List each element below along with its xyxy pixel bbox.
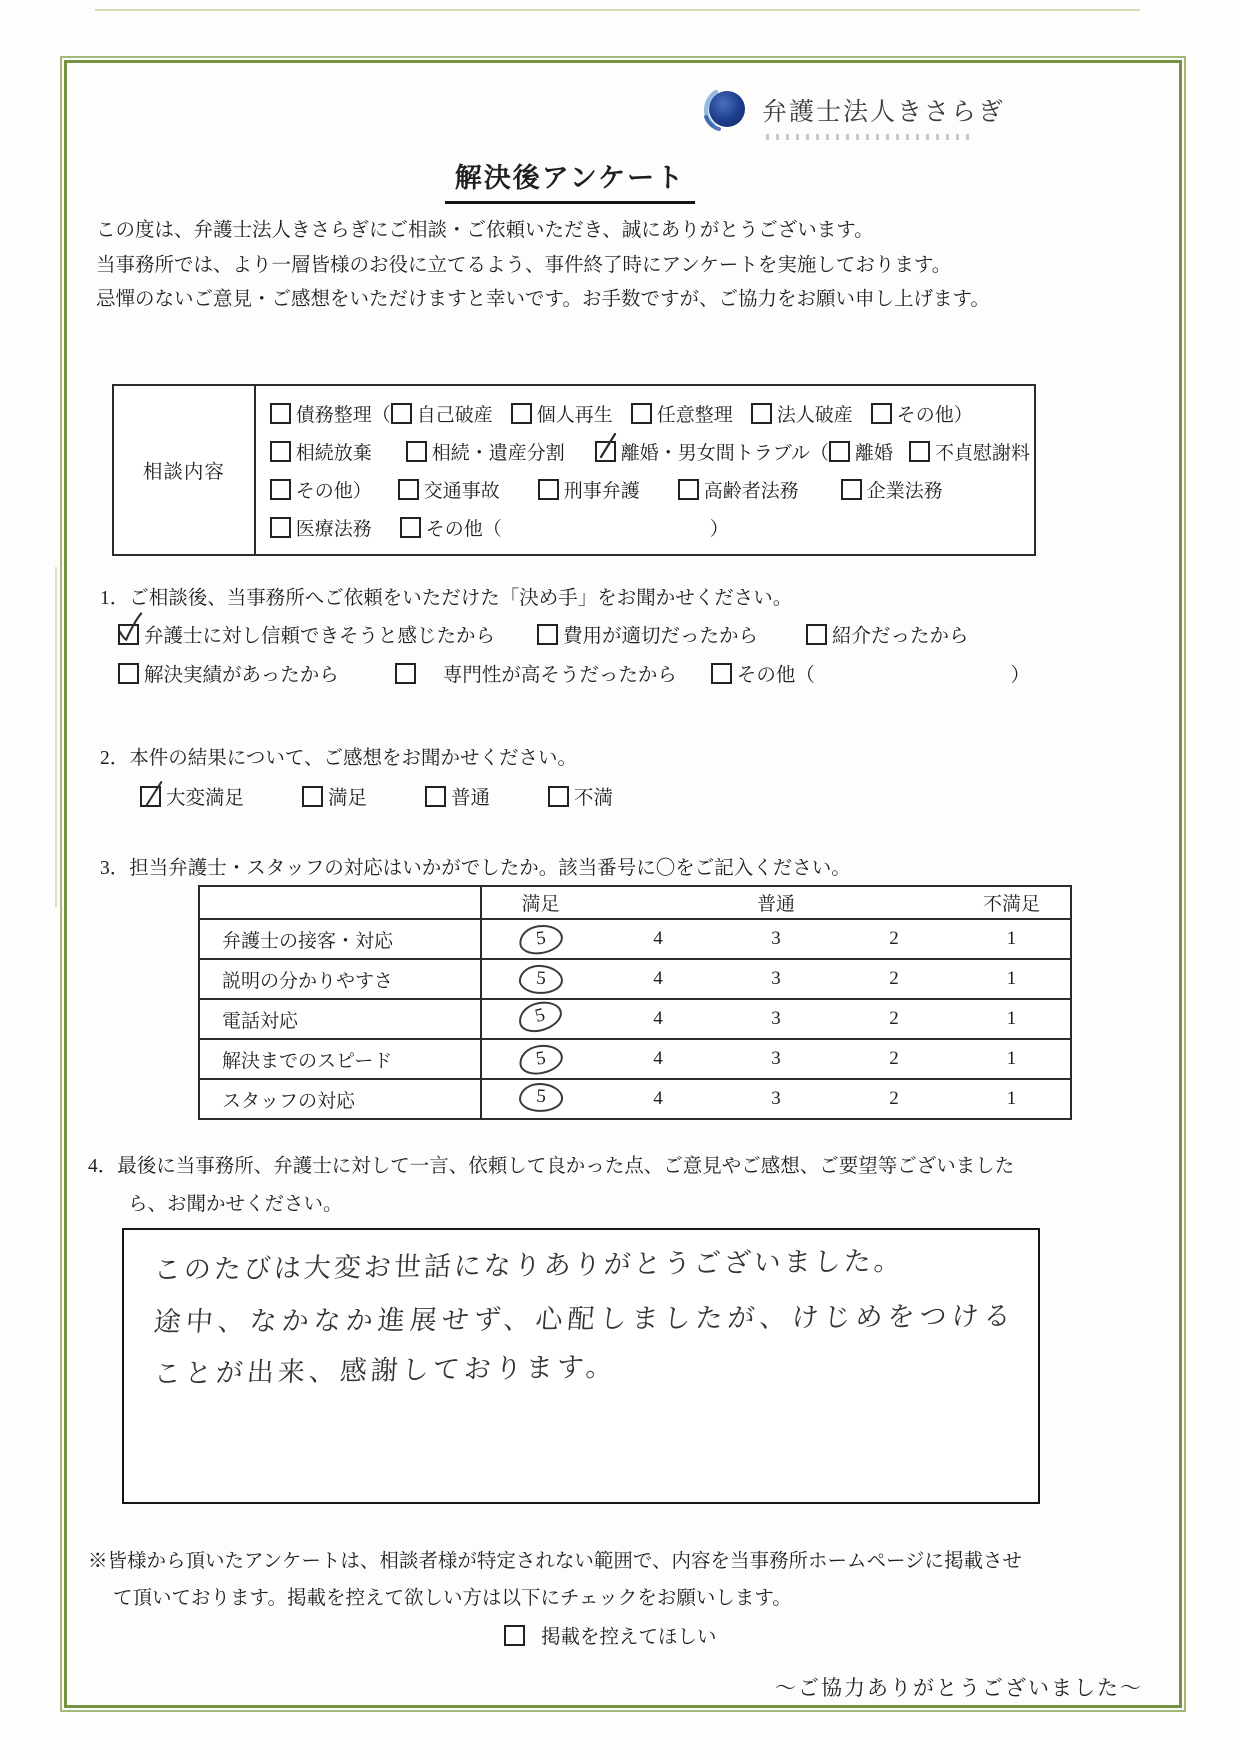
rating-row <box>199 959 1071 999</box>
q4-heading-line-2 <box>128 1188 343 1216</box>
free-comment-box[interactable] <box>122 1228 1040 1504</box>
q3-question: 担当弁護士・スタッフの対応はいかがでしたか。該当番号に〇をご記入ください。 <box>129 858 851 879</box>
option-label: 離婚・男女間トラブル（ <box>620 442 829 464</box>
option-taihen-manzoku[interactable] <box>140 782 244 810</box>
score-cell[interactable]: 3 <box>717 1079 835 1119</box>
checkbox-icon-checked[interactable] <box>140 786 161 807</box>
scan-artifact-top <box>95 9 1140 11</box>
intro-line: この度は、弁護士法人きさらぎにご相談・ご依頼いただき、誠にありがとうございます。 <box>96 220 874 241</box>
handwritten-check-icon <box>596 432 620 460</box>
rating-header-satisfied: 満足 <box>481 886 599 919</box>
option-jiko-hasan[interactable] <box>391 400 493 427</box>
option-label: 大変満足 <box>166 788 245 809</box>
option-kotsu-jiko[interactable] <box>398 476 500 503</box>
consultation-label: 相談内容 <box>114 386 256 554</box>
score-cell[interactable] <box>481 1039 599 1079</box>
checkbox-icon[interactable] <box>678 479 699 500</box>
option-kaiketsu-jisseki[interactable] <box>118 659 339 687</box>
circled-score[interactable]: 5 <box>515 997 565 1036</box>
option-sonota-1[interactable] <box>871 400 973 427</box>
score-cell[interactable]: 1 <box>953 959 1071 999</box>
rating-header-unsatisfied: 不満足 <box>953 886 1071 919</box>
rating-row-label: スタッフの対応 <box>199 1079 481 1119</box>
option-label: 企業法務 <box>866 480 943 502</box>
handwritten-check-icon <box>143 781 165 807</box>
score-cell[interactable]: 1 <box>953 999 1071 1039</box>
option-label: 費用が適切だったから <box>563 626 759 647</box>
handwritten-comment-line: ことが出来、感謝しております。 <box>152 1351 618 1391</box>
checkbox-icon[interactable] <box>270 517 291 538</box>
checkbox-icon[interactable] <box>406 441 427 462</box>
option-shokai[interactable] <box>806 620 969 648</box>
closing-message: 〜ご協力ありがとうございました〜 <box>775 1676 1143 1700</box>
q1-number: 1． <box>100 588 130 609</box>
rating-row-label: 電話対応 <box>199 999 481 1039</box>
q4-number: 4． <box>88 1156 118 1177</box>
q2-number: 2． <box>100 748 130 769</box>
option-saimu-seiri[interactable] <box>270 400 391 427</box>
consultation-line-4 <box>270 508 1030 546</box>
score-cell[interactable]: 3 <box>717 1039 835 1079</box>
option-keiji-bengo[interactable] <box>538 476 640 503</box>
option-sonota-q1[interactable] <box>711 659 815 687</box>
option-fuman[interactable] <box>548 782 613 810</box>
score-cell[interactable]: 2 <box>835 959 953 999</box>
checkbox-icon[interactable] <box>806 624 827 645</box>
scan-artifact-left <box>55 567 57 907</box>
intro-line: 忌憚のないご意見・ご感想をいただけますと幸いです。お手数ですが、ご協力をお願い申し上げます。 <box>96 289 990 310</box>
option-sonota-close[interactable] <box>270 476 372 503</box>
option-rikon-trouble[interactable] <box>595 438 829 465</box>
score-cell[interactable]: 4 <box>599 999 717 1039</box>
checkbox-icon[interactable] <box>391 403 412 424</box>
handwritten-comment-line: このたびは大変お世話になりありがとうございました。 <box>152 1245 905 1287</box>
checkbox-icon[interactable] <box>537 624 558 645</box>
rating-row <box>199 1039 1071 1079</box>
option-kojin-saisei[interactable] <box>511 400 613 427</box>
rating-header-blank <box>835 886 953 919</box>
page-title: 解決後アンケート <box>445 156 695 204</box>
option-label: 刑事弁護 <box>563 480 640 502</box>
checkbox-icon[interactable] <box>751 403 772 424</box>
q2-heading <box>100 742 577 770</box>
option-sozoku-isan[interactable] <box>406 438 565 465</box>
score-cell[interactable]: 2 <box>835 919 953 959</box>
consultation-line-3 <box>270 470 1030 508</box>
option-koreisha-homu[interactable] <box>678 476 799 503</box>
score-cell[interactable]: 2 <box>835 1079 953 1119</box>
q1-options-line-2 <box>118 659 1030 687</box>
rating-row-label: 弁護士の接客・対応 <box>199 919 481 959</box>
checkbox-icon[interactable] <box>398 479 419 500</box>
score-cell[interactable] <box>481 1079 599 1119</box>
score-cell[interactable]: 4 <box>599 1039 717 1079</box>
option-label: 交通事故 <box>423 480 500 502</box>
option-futei-isharyo[interactable] <box>909 438 1030 465</box>
consultation-line-2 <box>270 432 1030 470</box>
q1-question: ご相談後、当事務所へご依頼をいただけた「決め手」をお聞かせください。 <box>129 588 793 609</box>
rating-row-label: 解決までのスピード <box>199 1039 481 1079</box>
checkbox-icon[interactable] <box>829 441 850 462</box>
firm-tagline <box>766 134 971 140</box>
option-label: その他（ <box>736 665 815 686</box>
option-label: 個人再生 <box>536 404 613 426</box>
score-cell[interactable]: 1 <box>953 1079 1071 1119</box>
circled-score[interactable]: 5 <box>517 922 564 956</box>
option-kigyo-homu[interactable] <box>841 476 943 503</box>
publish-note-line-1: ※皆様から頂いたアンケートは、相談者様が特定されない範囲で、内容を当事務所ホームページに掲載させ <box>88 1551 1023 1572</box>
score-cell[interactable]: 4 <box>599 919 717 959</box>
option-sozoku-hoki[interactable] <box>270 438 372 465</box>
checkbox-icon[interactable] <box>871 403 892 424</box>
option-label: 離婚 <box>854 442 893 464</box>
firm-name: 弁護士法人きさらぎ <box>762 99 1006 126</box>
handwritten-comment-line: 途中、なかなか進展せず、心配しましたが、けじめをつける <box>152 1300 1017 1339</box>
intro-line: 当事務所では、より一層皆様のお役に立てるよう、事件終了時にアンケートを実施しております。 <box>96 254 952 276</box>
option-label: 弁護士に対し信頼できそうと感じたから <box>144 626 496 647</box>
option-label: 満足 <box>328 788 368 809</box>
checkbox-icon[interactable] <box>270 441 291 462</box>
checkbox-icon[interactable] <box>270 403 291 424</box>
checkbox-icon[interactable] <box>395 663 416 684</box>
option-hojin-hasan[interactable] <box>751 400 853 427</box>
option-label: 不満 <box>574 788 614 809</box>
option-nini-seiri[interactable] <box>631 400 733 427</box>
option-manzoku[interactable] <box>302 782 367 810</box>
q2-options <box>140 782 613 810</box>
rating-row <box>199 1079 1071 1119</box>
consultation-options <box>256 386 1034 554</box>
option-hiyo-tekisetsu[interactable] <box>537 620 758 648</box>
option-label: 債務整理（ <box>295 404 391 426</box>
q4-question: 最後に当事務所、弁護士に対して一言、依頼して良かった点、ご意見やご感想、ご要望等ございました <box>117 1156 1015 1177</box>
option-label: 相続放棄 <box>295 442 372 464</box>
score-cell[interactable]: 3 <box>717 919 835 959</box>
circled-score[interactable]: 5 <box>517 1041 565 1077</box>
option-label: その他） <box>896 404 973 426</box>
option-label: 高齢者法務 <box>703 480 799 502</box>
q3-number: 3． <box>100 858 130 879</box>
option-label: 普通 <box>451 788 491 809</box>
option-futsu[interactable] <box>425 782 490 810</box>
circled-score[interactable]: 5 <box>518 1081 563 1112</box>
close-paren: ） <box>709 518 729 540</box>
option-rikon[interactable] <box>829 438 893 465</box>
score-cell[interactable]: 1 <box>953 919 1071 959</box>
score-cell[interactable] <box>481 919 599 959</box>
checkbox-icon-checked[interactable] <box>118 624 139 645</box>
option-label: 不貞慰謝料 <box>934 442 1030 464</box>
optout-label: 掲載を控えてほしい <box>541 1627 717 1648</box>
option-label: 解決実績があったから <box>144 665 339 686</box>
checkbox-icon[interactable] <box>118 663 139 684</box>
checkbox-icon[interactable] <box>631 403 652 424</box>
q4-question-cont: ら、お聞かせください。 <box>128 1194 343 1215</box>
score-cell[interactable]: 4 <box>599 959 717 999</box>
intro-paragraph <box>96 214 1106 318</box>
circled-score[interactable]: 5 <box>518 963 564 995</box>
score-cell[interactable]: 1 <box>953 1039 1071 1079</box>
checkbox-icon[interactable] <box>270 479 291 500</box>
optout-option[interactable] <box>504 1621 717 1649</box>
checkbox-icon[interactable] <box>504 1625 525 1646</box>
consultation-line-1 <box>270 394 1030 432</box>
option-label: 医療法務 <box>295 518 372 540</box>
option-label: 任意整理 <box>656 404 733 426</box>
q2-question: 本件の結果について、ご感想をお聞かせください。 <box>129 748 577 769</box>
rating-header-row <box>199 886 1071 919</box>
q1-options-line-1 <box>118 620 969 648</box>
q1-heading <box>100 582 792 610</box>
score-cell[interactable]: 3 <box>717 999 835 1039</box>
checkbox-icon[interactable] <box>909 441 930 462</box>
rating-row <box>199 999 1071 1039</box>
checkbox-icon[interactable] <box>548 786 569 807</box>
score-cell[interactable] <box>481 959 599 999</box>
score-cell[interactable]: 2 <box>835 1039 953 1079</box>
rating-header-blank <box>599 886 717 919</box>
rating-table <box>198 885 1072 1120</box>
checkbox-icon[interactable] <box>711 663 732 684</box>
q3-heading <box>100 852 851 880</box>
option-iryo-homu[interactable] <box>270 514 372 541</box>
option-label: 専門性が高そうだったから <box>442 665 677 686</box>
score-cell[interactable] <box>481 999 599 1039</box>
option-label: 相続・遺産分割 <box>431 442 565 464</box>
option-label: 法人破産 <box>776 404 853 426</box>
title-row <box>0 156 1140 204</box>
q4-heading-line-1 <box>88 1150 1014 1178</box>
rating-row-label: 説明の分かりやすさ <box>199 959 481 999</box>
option-sonota-2[interactable] <box>400 514 502 541</box>
option-label: 紹介だったから <box>832 626 969 647</box>
rating-row <box>199 919 1071 959</box>
score-cell[interactable]: 3 <box>717 959 835 999</box>
checkbox-icon[interactable] <box>302 786 323 807</box>
checkbox-icon[interactable] <box>841 479 862 500</box>
checkbox-icon-checked[interactable] <box>595 441 616 462</box>
option-shinrai[interactable] <box>118 620 495 648</box>
close-paren: ） <box>1010 665 1030 686</box>
globe-logo-icon <box>698 84 750 141</box>
firm-logo <box>698 84 1005 141</box>
checkbox-icon[interactable] <box>511 403 532 424</box>
score-cell[interactable]: 4 <box>599 1079 717 1119</box>
option-label: その他） <box>295 480 372 502</box>
checkbox-icon[interactable] <box>538 479 559 500</box>
rating-header-neutral: 普通 <box>717 886 835 919</box>
checkbox-icon[interactable] <box>425 786 446 807</box>
option-label: 自己破産 <box>416 404 493 426</box>
option-senmonsei[interactable] <box>395 659 677 687</box>
rating-header-blank <box>199 886 481 919</box>
option-label: その他（ <box>425 518 502 540</box>
score-cell[interactable]: 2 <box>835 999 953 1039</box>
consultation-topic-table <box>112 384 1036 556</box>
checkbox-icon[interactable] <box>400 517 421 538</box>
publish-note-line-2: て頂いております。掲載を控えて欲しい方は以下にチェックをお願いします。 <box>113 1588 792 1609</box>
